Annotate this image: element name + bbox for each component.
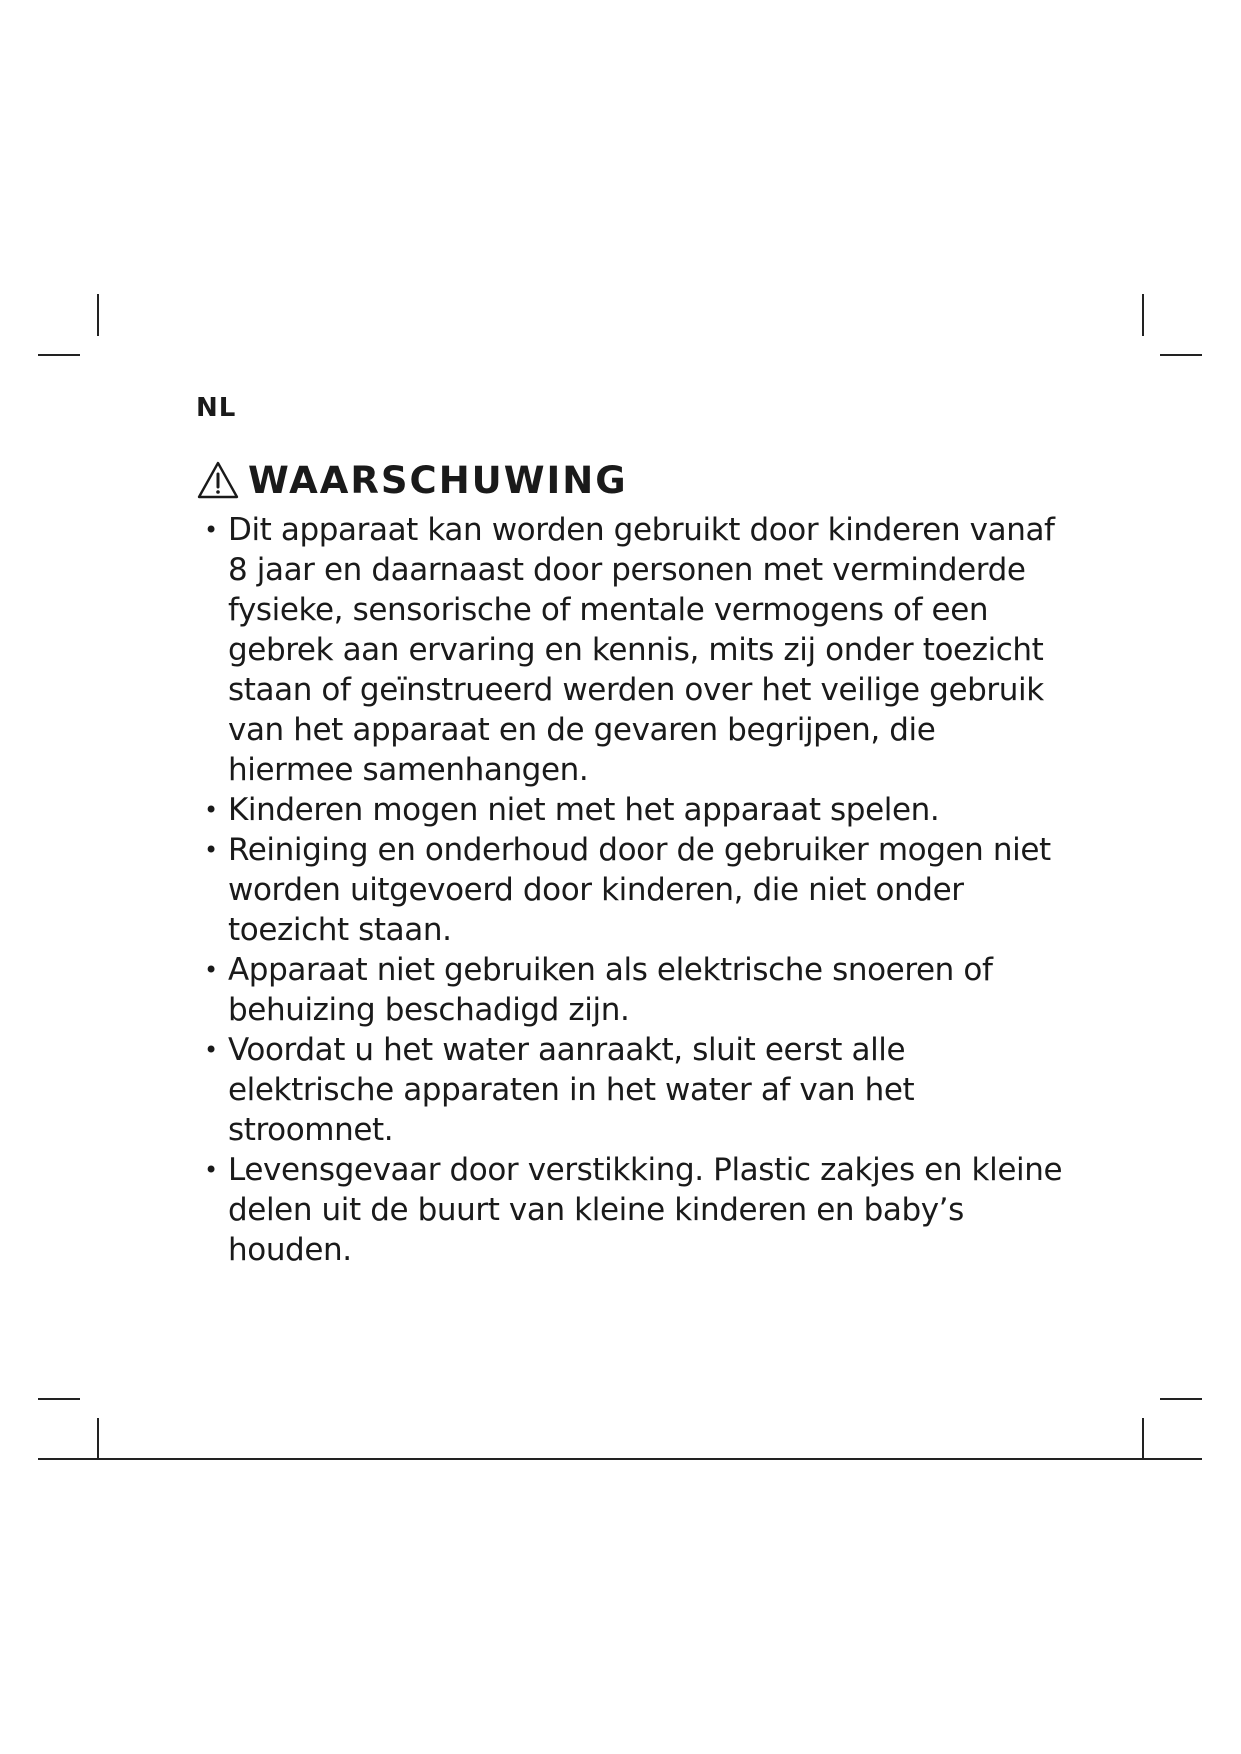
crop-mark-top-right-horizontal xyxy=(1160,354,1202,356)
page-bottom-rule xyxy=(38,1458,1202,1460)
warning-triangle-icon xyxy=(196,460,240,500)
warning-item: • Reiniging en onderhoud door de gebruiker mogen niet worden uitgevoerd door kinderen, die niet onder toezicht staan. xyxy=(196,830,1068,950)
warning-item: • Apparaat niet gebruiken als elektrische snoeren of behuizing beschadigd zijn. xyxy=(196,950,1068,1030)
crop-mark-bottom-left-vertical xyxy=(97,1418,99,1460)
crop-mark-bottom-right-horizontal xyxy=(1160,1398,1202,1400)
crop-mark-bottom-left-horizontal xyxy=(38,1398,80,1400)
warning-item: • Voordat u het water aanraakt, sluit eerst alle elektrische apparaten in het water af van het stroomnet. xyxy=(196,1030,1068,1150)
warning-item: • Levensgevaar door verstikking. Plastic zakjes en kleine delen uit de buurt van kleine kinderen en baby’s houden. xyxy=(196,1150,1068,1270)
page-content xyxy=(196,388,1096,1270)
crop-mark-top-left-horizontal xyxy=(38,354,80,356)
crop-mark-top-left-vertical xyxy=(97,294,99,336)
warning-item: • Dit apparaat kan worden gebruikt door kinderen vanaf 8 jaar en daarnaast door personen met verminderde fysieke, sensorische of mentale vermogens of een gebrek aan ervaring en kennis, mits zij onder toezicht staan of geïnstrueerd werden over het veilige gebruik van het apparaat en de gevaren begrijpen, die hiermee samenhangen. xyxy=(196,510,1068,790)
language-code: NL xyxy=(196,393,237,423)
warning-list xyxy=(196,510,1096,1270)
warning-heading xyxy=(196,450,1096,510)
heading-title: WAARSCHUWING xyxy=(248,458,628,502)
warning-item: • Kinderen mogen niet met het apparaat spelen. xyxy=(196,790,1068,830)
crop-mark-top-right-vertical xyxy=(1142,294,1144,336)
crop-mark-bottom-right-vertical xyxy=(1142,1418,1144,1460)
